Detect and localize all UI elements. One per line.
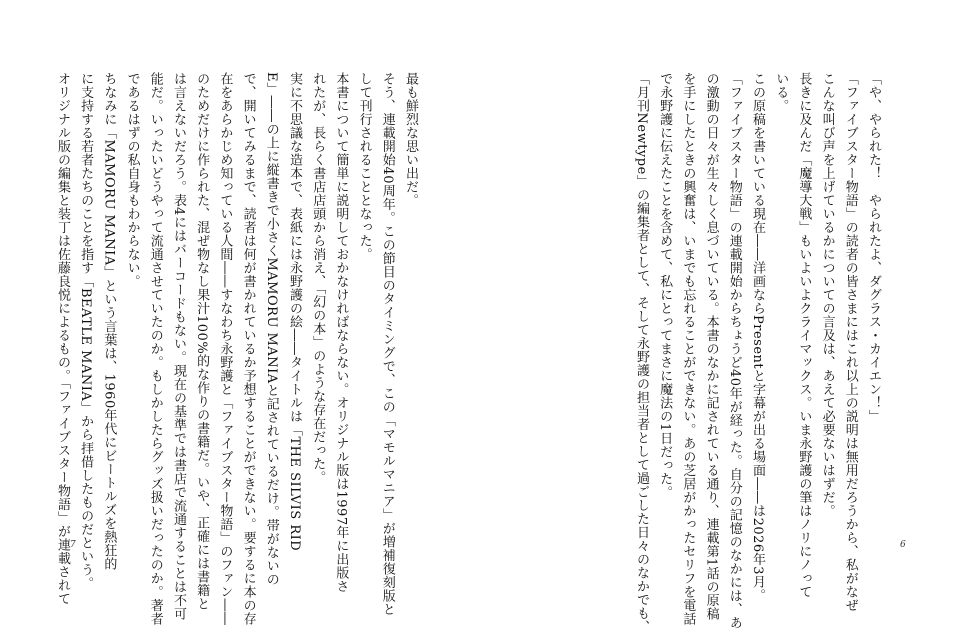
text-line: 能だ。いったいどうやって流通させていたのか。もしかしたらグッズ扱いだったのか。著者: [147, 72, 163, 626]
text-line: の激動の日々が生々しく息づいている。本書のなかに記されている通り、連載第1話の原稿: [703, 72, 719, 621]
text-line: 本書について簡単に説明しておかなければならない。オリジナル版は1997年に出版さ: [333, 72, 349, 594]
text-line: は言えないだろう。表4にはバーコードもない。現在の基準では書店で流通することは不可: [170, 72, 186, 621]
text-line: オリジナル版の編集と装丁は佐藤良悦によるもの。「ファイブスター物語」が連載されて: [54, 72, 70, 606]
text-line: こんな叫び声を上げているかについての言及は、あえて必要ないはずだ。: [819, 72, 835, 518]
text-line: 実に不思議な造本で、表紙には永野護の絵――タイトルは「THE SILVIS RID: [286, 72, 302, 552]
text-line: ちなみに「MAMORU MANIA」という言葉は、1960年代にビートルズを熱狂的: [101, 72, 117, 571]
left-page: [0, 0, 485, 626]
text-line: E」――の上に縦書きで小さくMAMORU MANIAと記されているだけ。帯がないの: [263, 72, 279, 587]
text-line: そう、連載開始40周年。この節目のタイミングで、この「マモルマニア」が増補復刻版と: [379, 72, 395, 617]
text-line: 在をあらかじめ知っている人間――すなわち永野護と「ファイブスター物語」のファン――: [217, 72, 233, 626]
text-line: 「ファイブスター物語」の読者の皆さまにはこれ以上の説明は無用だろうから、私がなぜ: [842, 72, 858, 612]
left-page-text: [54, 72, 422, 626]
text-line: して刊行されることとなった。: [356, 72, 372, 261]
right-page-text: [525, 72, 885, 634]
text-line: のためだけに作られた、混ぜ物なし果汁100%的な作りの書籍だ。いや、正確には書籍と: [194, 72, 210, 611]
right-page: [485, 0, 970, 634]
page-number: 6: [900, 540, 906, 550]
text-line: で、開いてみるまで、読者は何が書かれているか予想することができない。要するに本の存: [240, 72, 256, 626]
text-line: 「ファイブスター物語」の連載開始からちょうど40年が経った。自分の記憶のなかには、あ: [726, 72, 742, 630]
text-line: で永野護に伝えたことを含めて、私にとってまさに魔法の1日だった。: [657, 72, 673, 500]
page-number: 7: [70, 540, 76, 550]
text-line: れたが、長らく書店店頭から消え、「幻の本」のような存在だった。: [310, 72, 326, 484]
text-line: を手にしたときの興奮は、いまでも忘れることができない。あの芝居がかったセリフを電話: [680, 72, 696, 626]
text-line: 最も鮮烈な思い出だ。: [403, 72, 418, 207]
text-line: であるはずの私自身もわからない。: [124, 72, 140, 288]
text-line: 「月刊Newtype」の編集者として、そして永野護の担当者として過ごした日々のなかでも、: [633, 72, 649, 634]
text-line: 長きに及んだ「魔導大戦」もいよいよクライマックス。いま永野護の筆はノリにノって: [796, 72, 812, 599]
text-line: この原稿を書いている現在――洋画ならPresentと字幕が出る場面――は2026年3月。: [749, 72, 765, 602]
text-line: 「や、やられた！ やられたよ、ダグラス・カイエン！」: [866, 72, 881, 423]
text-line: いる。: [773, 72, 789, 113]
text-line: に支持する若者たちのことを指す「BEATLE MANIA」から拝借したものだという。: [78, 72, 94, 591]
